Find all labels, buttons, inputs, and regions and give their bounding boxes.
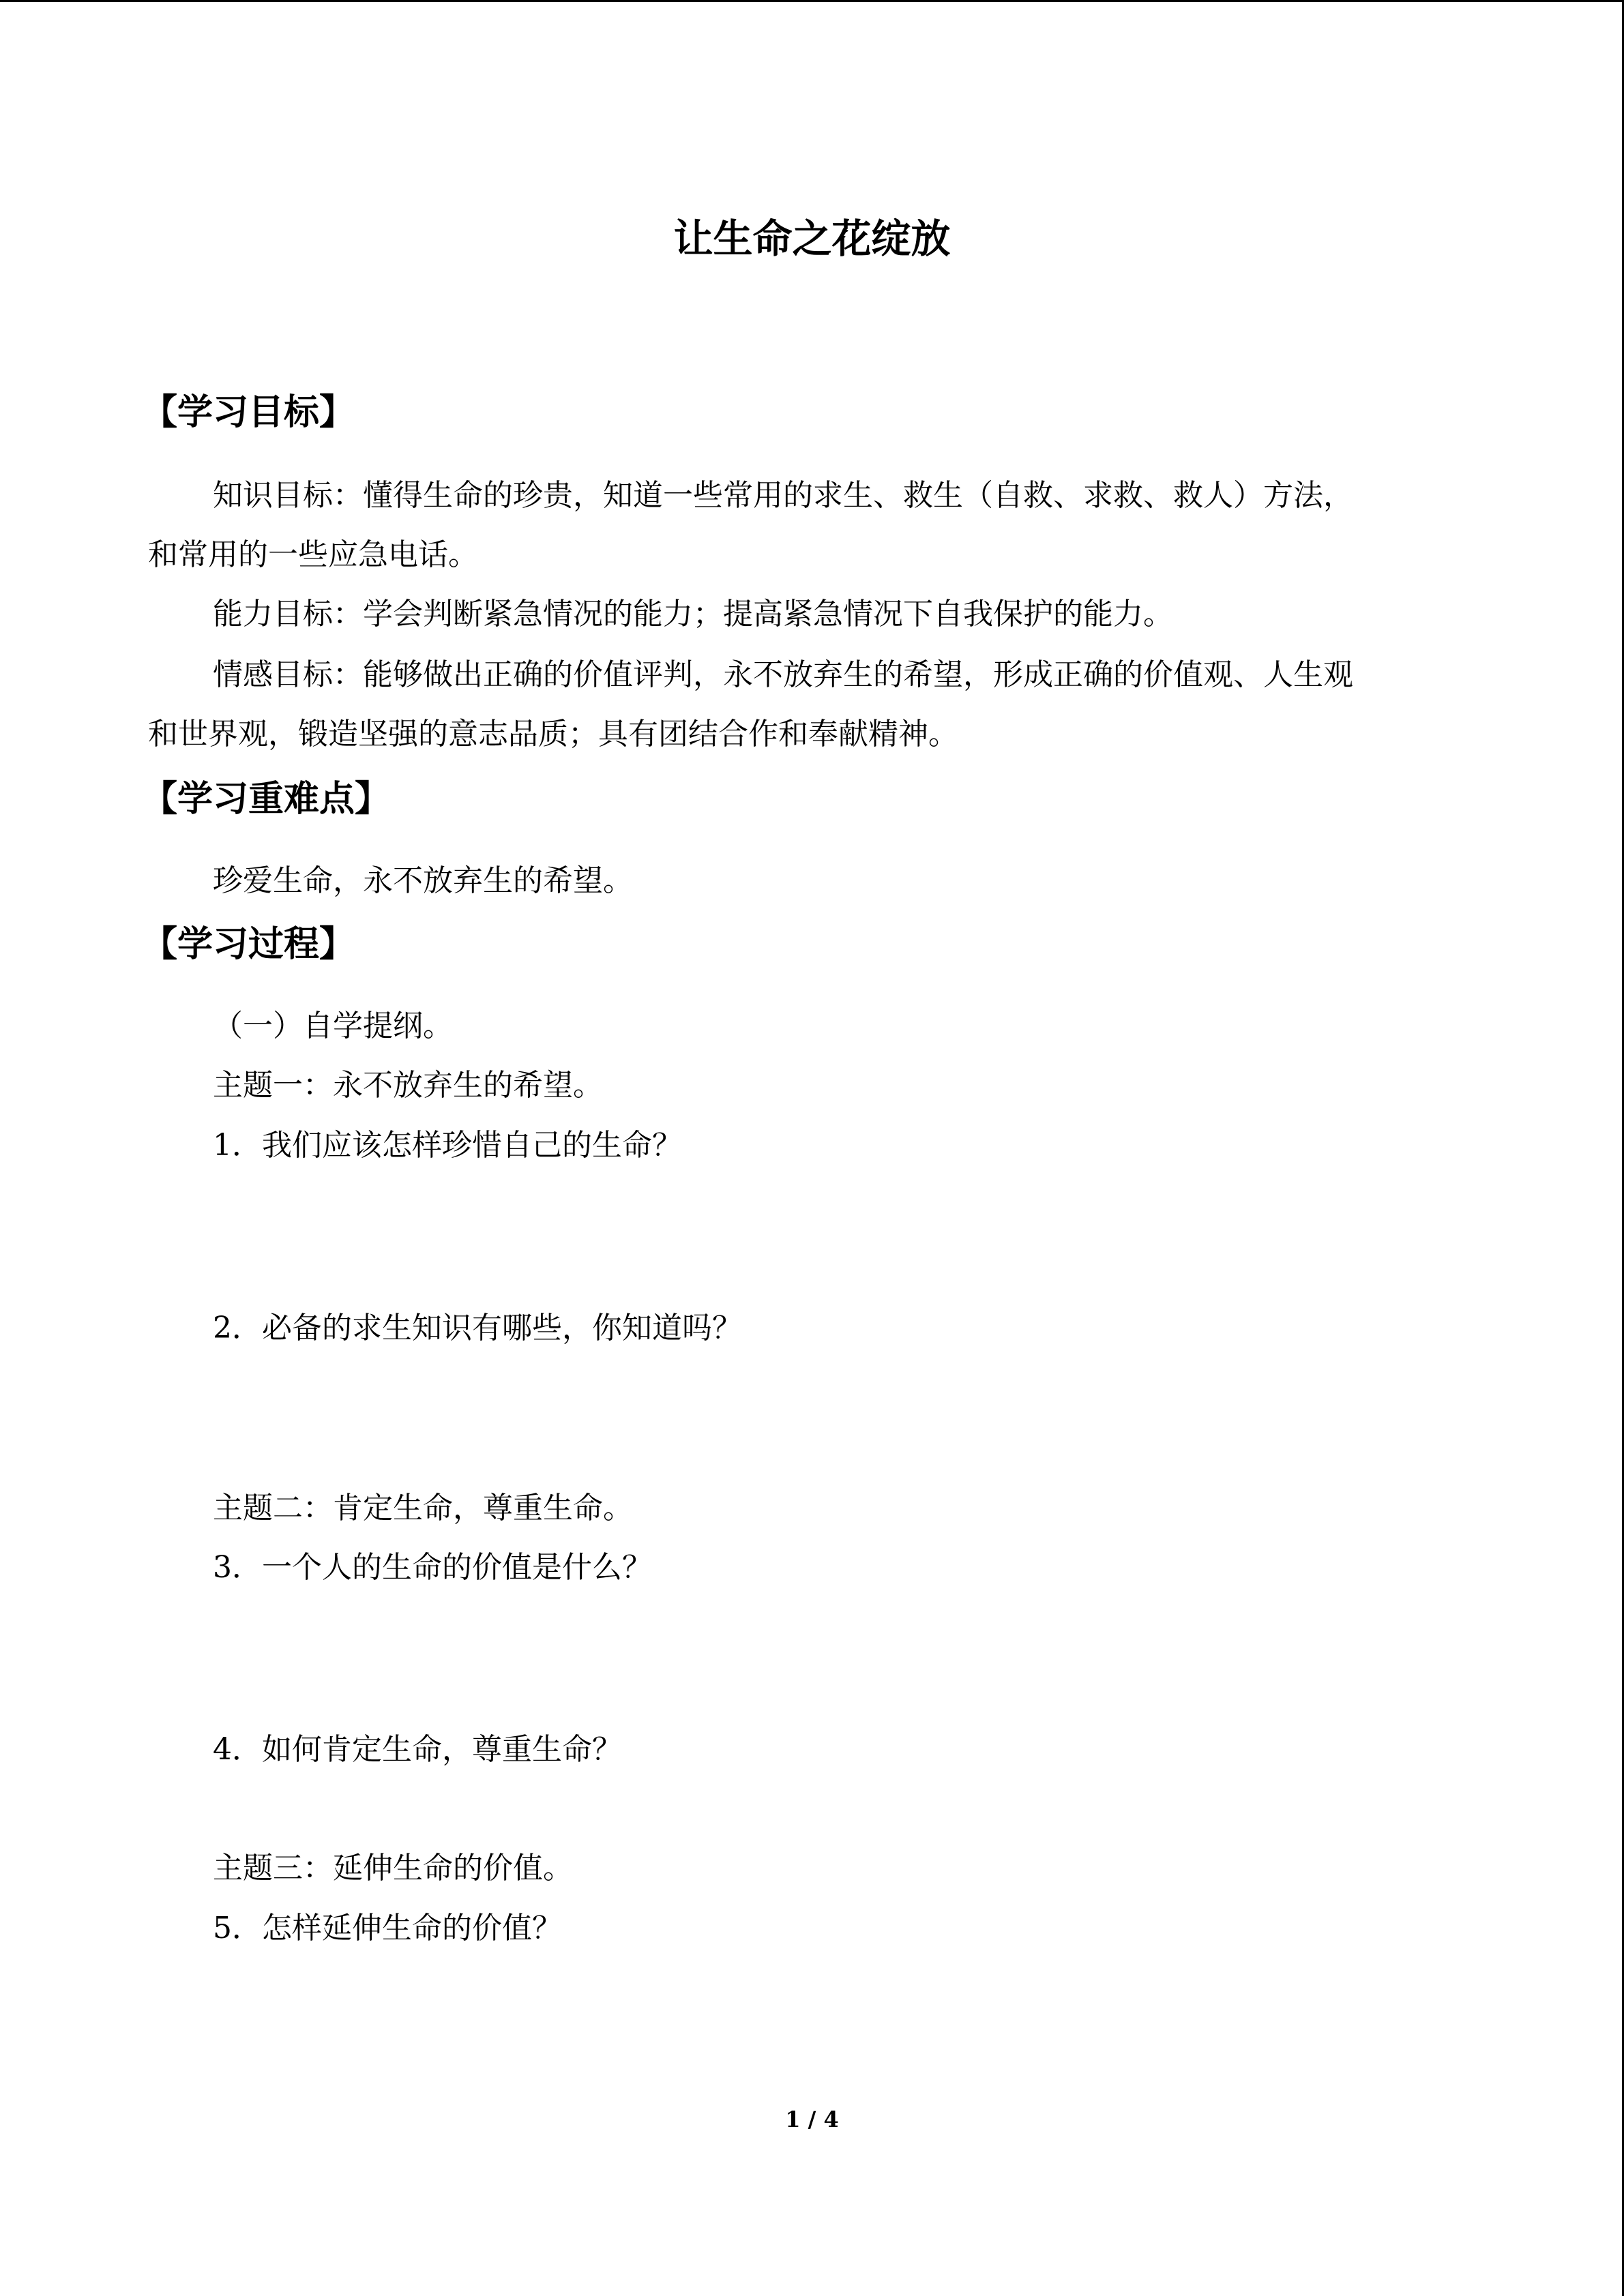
page-border-top — [0, 0, 1624, 2]
heading-learning-process: 【学习过程】 — [142, 924, 355, 965]
heading-key-points: 【学习重难点】 — [142, 779, 391, 820]
question-3: 3．一个人的生命的价值是什么？ — [213, 1550, 652, 1585]
emotion-goal-line1: 情感目标：能够做出正确的价值评判，永不放弃生的希望，形成正确的价值观、人生观 — [213, 657, 1353, 692]
question-1: 1．我们应该怎样珍惜自己的生命？ — [213, 1128, 682, 1163]
self-study-outline: （一）自学提纲。 — [213, 1009, 453, 1043]
question-5: 5．怎样延伸生命的价值？ — [213, 1911, 562, 1945]
theme-three: 主题三：延伸生命的价值。 — [213, 1851, 573, 1885]
theme-two: 主题二：肯定生命，尊重生命。 — [213, 1491, 633, 1525]
knowledge-goal-line1: 知识目标：懂得生命的珍贵，知道一些常用的求生、救生（自救、求救、救人）方法， — [213, 478, 1353, 513]
page-number: 1 / 4 — [785, 2106, 839, 2132]
theme-one: 主题一：永不放弃生的希望。 — [213, 1068, 603, 1103]
page-title: 让生命之花绽放 — [673, 215, 951, 262]
ability-goal: 能力目标：学会判断紧急情况的能力；提高紧急情况下自我保护的能力。 — [213, 597, 1173, 631]
knowledge-goal-line2: 和常用的一些应急电话。 — [148, 537, 478, 572]
question-2: 2．必备的求生知识有哪些，你知道吗？ — [213, 1311, 742, 1345]
heading-learning-goals: 【学习目标】 — [142, 392, 355, 433]
emotion-goal-line2: 和世界观，锻造坚强的意志品质；具有团结合作和奉献精神。 — [148, 717, 958, 751]
question-4: 4．如何肯定生命，尊重生命？ — [213, 1732, 622, 1767]
key-points-text: 珍爱生命，永不放弃生的希望。 — [213, 863, 633, 898]
